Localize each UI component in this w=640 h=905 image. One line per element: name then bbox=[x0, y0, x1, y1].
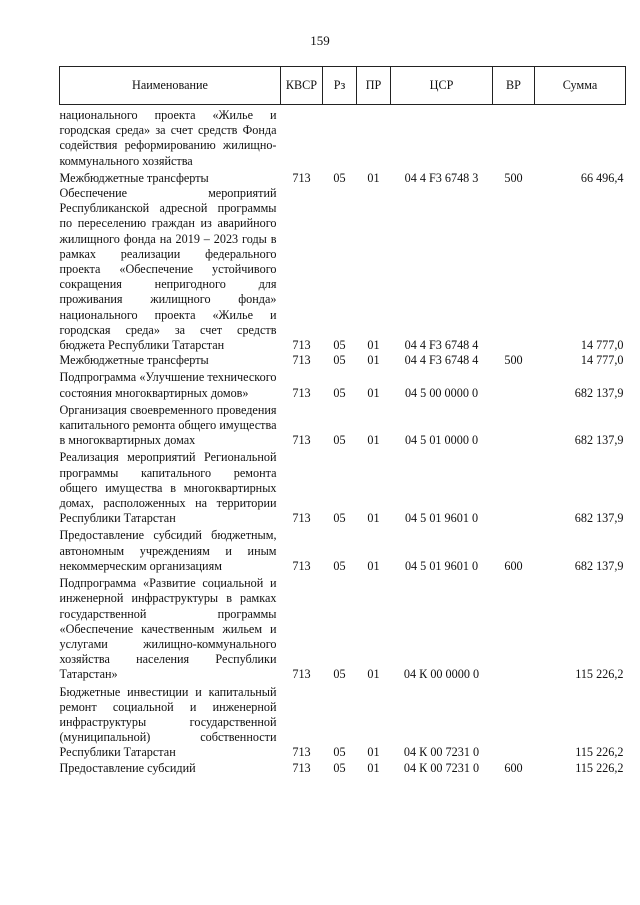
header-vr: ВР bbox=[493, 67, 535, 105]
table-row bbox=[60, 105, 626, 169]
table-row bbox=[60, 186, 626, 353]
row-sum: 115 226,2 bbox=[575, 745, 624, 760]
row-pr: 01 bbox=[367, 511, 380, 526]
row-sum: 115 226,2 bbox=[575, 667, 624, 682]
row-vr: 500 bbox=[504, 353, 523, 368]
row-pr: 01 bbox=[367, 745, 380, 760]
row-sum: 682 137,9 bbox=[574, 385, 624, 400]
table-row bbox=[60, 368, 626, 400]
table-row bbox=[60, 683, 626, 761]
table-row bbox=[60, 761, 626, 776]
header-csr: ЦСР bbox=[391, 67, 493, 105]
row-rz: 05 bbox=[333, 170, 346, 185]
row-kvsr: 713 bbox=[292, 667, 311, 682]
page-number: 159 bbox=[310, 33, 330, 48]
row-rz: 05 bbox=[333, 558, 346, 573]
header-row bbox=[60, 67, 626, 105]
row-vr bbox=[493, 368, 535, 400]
row-kvsr: 713 bbox=[292, 745, 311, 760]
row-sum: 682 137,9 bbox=[574, 511, 624, 526]
row-kvsr: 713 bbox=[292, 385, 311, 400]
row-pr: 01 bbox=[367, 353, 380, 368]
row-kvsr: 713 bbox=[292, 558, 311, 573]
row-pr: 01 bbox=[367, 760, 380, 775]
row-rz: 05 bbox=[333, 667, 346, 682]
row-kvsr: 713 bbox=[292, 338, 311, 353]
row-rz: 05 bbox=[333, 760, 346, 775]
row-sum bbox=[535, 105, 626, 169]
row-kvsr bbox=[281, 105, 323, 169]
row-name: Предоставление субсидий бюджетным, автономным учреждениям и иным некоммерческим организациям bbox=[59, 528, 277, 573]
row-rz: 05 bbox=[333, 353, 346, 368]
budget-table-container bbox=[59, 66, 625, 776]
row-vr bbox=[493, 401, 535, 449]
row-name: Бюджетные инвестиции и капитальный ремонт социальной и инженерной инфраструктуры государственной (муниципальной) собственности Республики Татарстан bbox=[59, 684, 277, 760]
row-vr: 600 bbox=[504, 760, 523, 775]
table-row bbox=[60, 574, 626, 682]
table-row bbox=[60, 169, 626, 186]
row-kvsr: 713 bbox=[292, 511, 311, 526]
row-rz: 05 bbox=[333, 433, 346, 448]
header-kvsr: КВСР bbox=[281, 67, 323, 105]
row-name: Обеспечение мероприятий Республиканской адресной программы по переселению граждан из аварийного жилищного фонда на 2019 – 2023 годы в рамках реализации федерального проекта «Обеспечение устойчивого сокращения непригодного для проживания жилищного фонда» национального проекта «Жилье и городская среда» за счет средств бюджета Республики Татарстан bbox=[59, 186, 277, 353]
row-rz bbox=[323, 105, 357, 169]
row-name: Подпрограмма «Улучшение технического состояния многоквартирных домов» bbox=[59, 370, 277, 400]
row-name: Организация своевременного проведения капитального ремонта общего имущества в многоквартирных домах bbox=[59, 402, 277, 448]
table-row bbox=[60, 401, 626, 449]
header-name: Наименование bbox=[60, 67, 281, 105]
table-row bbox=[60, 448, 626, 526]
row-rz: 05 bbox=[333, 338, 346, 353]
row-pr: 01 bbox=[367, 338, 380, 353]
row-vr: 600 bbox=[504, 558, 523, 573]
row-csr: 04 5 00 0000 0 bbox=[404, 385, 479, 400]
table-row bbox=[60, 353, 626, 368]
row-rz: 05 bbox=[333, 511, 346, 526]
row-pr: 01 bbox=[367, 385, 380, 400]
header-rz: Рз bbox=[323, 67, 357, 105]
row-name: Подпрограмма «Развитие социальной и инженерной инфраструктуры в рамках государственной программы «Обеспечение качественным жильем и услугами жилищно-коммунального хозяйства населения Республики Татарстан» bbox=[59, 576, 277, 682]
table-row bbox=[60, 526, 626, 574]
row-name: Предоставление субсидий bbox=[59, 760, 196, 775]
row-name: Межбюджетные трансферты bbox=[59, 353, 209, 368]
row-sum: 115 226,2 bbox=[575, 760, 624, 775]
row-name: Реализация мероприятий Региональной программы капитального ремонта общего имущества в многоквартирных домах, расположенных на территории Республики Татарстан bbox=[59, 450, 277, 526]
row-vr bbox=[493, 574, 535, 682]
row-vr bbox=[493, 105, 535, 169]
row-csr: 04 К 00 7231 0 bbox=[403, 745, 480, 760]
row-name: национального проекта «Жилье и городская среда» за счет средств Фонда содействия реформированию жилищно-коммунального хозяйства bbox=[59, 108, 277, 168]
row-csr: 04 5 01 9601 0 bbox=[404, 558, 479, 573]
row-csr: 04 4 F3 6748 4 bbox=[404, 353, 479, 368]
row-csr bbox=[391, 105, 493, 169]
row-kvsr: 713 bbox=[292, 170, 311, 185]
budget-table bbox=[59, 66, 626, 776]
row-rz: 05 bbox=[333, 745, 346, 760]
header-pr: ПР bbox=[357, 67, 391, 105]
row-kvsr: 713 bbox=[292, 353, 311, 368]
row-sum: 66 496,4 bbox=[580, 170, 624, 185]
header-sum: Сумма bbox=[535, 67, 626, 105]
table-header bbox=[60, 67, 626, 105]
row-sum: 14 777,0 bbox=[580, 353, 624, 368]
row-kvsr: 713 bbox=[292, 433, 311, 448]
row-vr bbox=[493, 448, 535, 526]
row-vr: 500 bbox=[504, 170, 523, 185]
row-csr: 04 5 01 9601 0 bbox=[404, 511, 479, 526]
row-sum: 14 777,0 bbox=[580, 338, 624, 353]
row-pr bbox=[357, 105, 391, 169]
row-csr: 04 4 F3 6748 3 bbox=[404, 170, 479, 185]
row-csr: 04 К 00 0000 0 bbox=[403, 667, 480, 682]
table-body bbox=[60, 105, 626, 776]
row-pr: 01 bbox=[367, 667, 380, 682]
row-csr: 04 5 01 0000 0 bbox=[404, 433, 479, 448]
row-pr: 01 bbox=[367, 170, 380, 185]
row-csr: 04 4 F3 6748 4 bbox=[404, 338, 479, 353]
row-name: Межбюджетные трансферты bbox=[59, 170, 209, 185]
row-vr bbox=[493, 186, 535, 353]
row-sum: 682 137,9 bbox=[574, 433, 624, 448]
row-vr bbox=[493, 683, 535, 761]
row-pr: 01 bbox=[367, 433, 380, 448]
row-sum: 682 137,9 bbox=[574, 558, 624, 573]
row-rz: 05 bbox=[333, 385, 346, 400]
row-kvsr: 713 bbox=[292, 760, 311, 775]
row-csr: 04 К 00 7231 0 bbox=[403, 760, 480, 775]
row-pr: 01 bbox=[367, 558, 380, 573]
